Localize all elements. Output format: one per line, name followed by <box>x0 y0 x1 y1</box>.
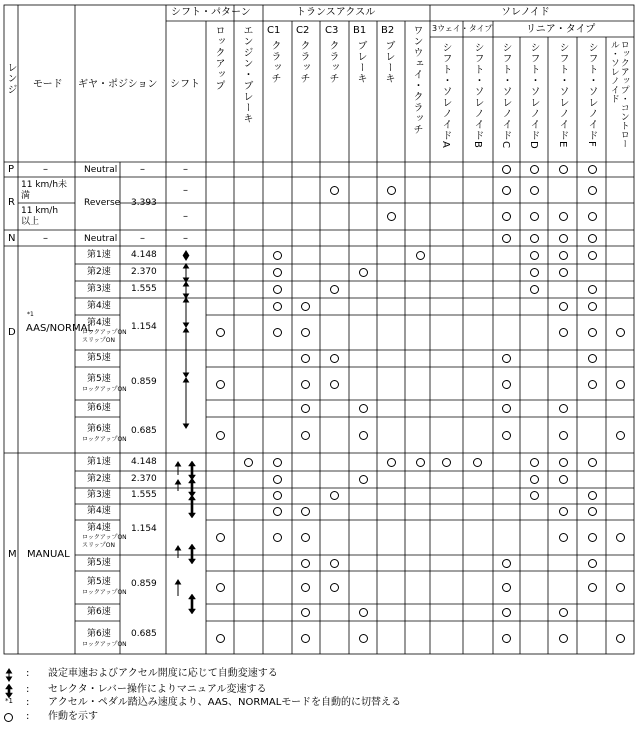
m-gear-4-on: 第4速 <box>87 523 111 533</box>
circle <box>530 234 539 243</box>
circle <box>559 608 568 617</box>
n-ratio: – <box>140 233 145 244</box>
circle <box>588 533 597 542</box>
circle <box>273 251 282 260</box>
circle <box>301 533 310 542</box>
circle <box>530 285 539 294</box>
col-b1-code: B1 <box>353 25 367 36</box>
circle <box>559 268 568 277</box>
d-mode: AAS/NORMAL <box>26 323 94 334</box>
d-ratio-5: 0.859 <box>131 377 157 387</box>
m-range: M <box>8 549 17 560</box>
n-mode: – <box>43 233 48 244</box>
col-c1: クラッチ <box>269 40 280 84</box>
m-ratio-5: 0.859 <box>131 579 157 589</box>
circle <box>502 634 511 643</box>
circle <box>588 583 597 592</box>
circle <box>559 404 568 413</box>
p-range: P <box>8 164 15 175</box>
circle <box>273 302 282 311</box>
m-gear-6-on: 第6速 <box>87 629 111 639</box>
circle <box>330 491 339 500</box>
circle <box>359 404 368 413</box>
circle <box>559 328 568 337</box>
col-c2-code: C2 <box>296 25 310 36</box>
header-shift-pattern: シフト・パターン <box>171 7 251 18</box>
circle <box>502 431 511 440</box>
d-gear-5: 第5速 <box>87 353 111 363</box>
header-transaxle: トランスアクスル <box>296 7 376 18</box>
circle <box>301 608 310 617</box>
circle <box>530 186 539 195</box>
circle <box>216 328 225 337</box>
circle <box>502 559 511 568</box>
circle <box>216 431 225 440</box>
col-sol-d: シフト・ソレノイドD <box>528 42 539 150</box>
col-b1: ブレーキ <box>355 40 366 84</box>
d-mode-note: *1 <box>27 311 34 318</box>
d-gear-6: 第6速 <box>87 403 111 413</box>
circle <box>301 404 310 413</box>
col-b2-code: B2 <box>381 25 395 36</box>
d-ratio-4: 1.154 <box>131 322 157 332</box>
col-sol-f: シフト・ソレノイドF <box>586 42 597 148</box>
m-gear-3: 第3速 <box>87 490 111 500</box>
circle <box>301 559 310 568</box>
p-gear: Neutral <box>84 165 118 175</box>
circle <box>559 431 568 440</box>
circle <box>559 475 568 484</box>
col-sol-c: シフト・ソレノイドC <box>500 42 511 149</box>
circle <box>301 354 310 363</box>
circle <box>359 634 368 643</box>
d-gear-5-on: 第5速 <box>87 374 111 384</box>
circle <box>559 507 568 516</box>
m-gear-1: 第1速 <box>87 457 111 467</box>
d-ratio-2: 2.370 <box>131 267 157 277</box>
legend-circle: 作動を示す <box>48 711 98 722</box>
circle <box>330 186 339 195</box>
circle <box>588 380 597 389</box>
circle <box>588 234 597 243</box>
header-gear-position: ギヤ・ポジション <box>78 79 158 90</box>
circle <box>588 354 597 363</box>
circle <box>359 431 368 440</box>
circle <box>359 268 368 277</box>
p-ratio: – <box>140 164 145 175</box>
m-gear-2: 第2速 <box>87 474 111 484</box>
circle <box>502 165 511 174</box>
legend-note-mark: *1 <box>5 697 13 705</box>
circle <box>387 458 396 467</box>
circle <box>616 431 625 440</box>
circle <box>301 380 310 389</box>
col-sol-b: シフト・ソレノイドB <box>472 42 483 149</box>
circle <box>559 533 568 542</box>
circle <box>588 212 597 221</box>
circle <box>416 251 425 260</box>
legend-colon-circle: : <box>26 711 30 722</box>
n-range: N <box>8 233 16 244</box>
col-c3-code: C3 <box>325 25 339 36</box>
circle <box>387 212 396 221</box>
col-engine-brake: エンジン・ブレーキ <box>241 25 252 124</box>
circle <box>301 328 310 337</box>
r-shift-high: – <box>183 211 188 222</box>
header-mode: モード <box>33 79 63 90</box>
p-mode: – <box>43 164 48 175</box>
circle <box>502 583 511 592</box>
circle <box>301 634 310 643</box>
circle <box>588 458 597 467</box>
circle <box>530 475 539 484</box>
header-3way-type: 3ウェイ・タイプ <box>432 24 493 33</box>
legend-colon-manual: : <box>26 684 30 695</box>
circle <box>559 458 568 467</box>
circle <box>273 475 282 484</box>
col-c2: クラッチ <box>298 40 309 84</box>
d-gear-1: 第1速 <box>87 250 111 260</box>
header-shift: シフト <box>170 79 200 90</box>
col-c1-code: C1 <box>267 25 281 36</box>
circle <box>442 458 451 467</box>
circle <box>416 458 425 467</box>
d-gear-4-on: 第4速 <box>87 318 111 328</box>
circle <box>330 380 339 389</box>
circle <box>616 533 625 542</box>
header-linear-type: リニア・タイプ <box>526 24 596 35</box>
circle <box>502 354 511 363</box>
legend-circle-icon <box>4 713 13 722</box>
circle <box>216 533 225 542</box>
circle <box>530 268 539 277</box>
col-one-way-clutch: ワンウェイ・クラッチ <box>411 25 422 135</box>
m-gear-6: 第6速 <box>87 607 111 617</box>
circle <box>273 491 282 500</box>
d-gear-6-lockup: ロックアップON <box>82 436 127 443</box>
circle <box>559 634 568 643</box>
m-gear-4-slip: スリップON <box>82 542 115 549</box>
m-gear-4-lockup: ロックアップON <box>82 534 127 541</box>
circle <box>502 234 511 243</box>
circle <box>588 186 597 195</box>
circle <box>273 458 282 467</box>
m-gear-5: 第5速 <box>87 558 111 568</box>
circle <box>330 285 339 294</box>
m-ratio-3: 1.555 <box>131 490 157 500</box>
circle <box>502 380 511 389</box>
header-range: レンジ <box>5 62 16 95</box>
m-ratio-1: 4.148 <box>131 457 157 467</box>
col-b2: ブレーキ <box>383 40 394 84</box>
d-ratio-6: 0.685 <box>131 426 157 436</box>
circle <box>588 559 597 568</box>
r-range: R <box>8 197 15 208</box>
circle <box>530 165 539 174</box>
m-ratio-6: 0.685 <box>131 629 157 639</box>
circle <box>530 458 539 467</box>
circle <box>616 328 625 337</box>
circle <box>588 302 597 311</box>
circle <box>273 533 282 542</box>
r-gear: Reverse <box>84 198 121 208</box>
m-gear-5-lockup: ロックアップON <box>82 589 127 596</box>
d-gear-6-on: 第6速 <box>87 424 111 434</box>
circle <box>559 251 568 260</box>
d-gear-5-lockup: ロックアップON <box>82 386 127 393</box>
circle <box>559 302 568 311</box>
circle <box>216 583 225 592</box>
circle <box>588 491 597 500</box>
r-speed-high: 11 km/h以上 <box>21 206 59 227</box>
d-ratio-1: 4.148 <box>131 250 157 260</box>
p-shift: – <box>183 164 188 175</box>
circle <box>616 583 625 592</box>
circle <box>273 328 282 337</box>
legend-colon-auto: : <box>26 668 30 679</box>
r-ratio: 3.393 <box>131 198 157 208</box>
d-range: D <box>8 327 16 338</box>
circle <box>244 458 253 467</box>
circle <box>301 431 310 440</box>
circle <box>559 234 568 243</box>
circle <box>588 251 597 260</box>
circle <box>216 380 225 389</box>
circle <box>559 212 568 221</box>
col-lockup: ロックアップ <box>213 25 224 91</box>
circle <box>330 354 339 363</box>
circle <box>502 404 511 413</box>
circle <box>301 302 310 311</box>
circle <box>530 491 539 500</box>
circle <box>216 634 225 643</box>
circle <box>502 608 511 617</box>
d-gear-3: 第3速 <box>87 284 111 294</box>
circle <box>387 186 396 195</box>
legend-colon-note: : <box>26 697 30 708</box>
d-gear-4-lockup: ロックアップON <box>82 329 127 336</box>
circle <box>273 507 282 516</box>
legend-manual: セレクタ・レバー操作によりマニュアル変速する <box>48 684 267 695</box>
n-gear: Neutral <box>84 234 118 244</box>
col-lockup-control: ロックアップ・コントロール・ソレノイド <box>608 40 629 148</box>
circle <box>330 583 339 592</box>
circle <box>359 608 368 617</box>
m-mode: MANUAL <box>27 549 70 560</box>
circle <box>301 583 310 592</box>
r-shift-low: – <box>183 185 188 196</box>
circle <box>301 507 310 516</box>
circle <box>359 475 368 484</box>
legend-auto: 設定車速およびアクセル開度に応じて自動変速する <box>48 668 278 679</box>
circle <box>588 507 597 516</box>
header-solenoid: ソレノイド <box>501 7 550 18</box>
m-ratio-2: 2.370 <box>131 474 157 484</box>
col-sol-e: シフト・ソレノイドE <box>557 42 568 149</box>
d-gear-2: 第2速 <box>87 267 111 277</box>
m-gear-5-on: 第5速 <box>87 577 111 587</box>
col-sol-a: シフト・ソレノイドA <box>440 42 451 149</box>
circle <box>273 285 282 294</box>
circle <box>502 186 511 195</box>
circle <box>530 251 539 260</box>
circle <box>588 328 597 337</box>
m-ratio-4: 1.154 <box>131 524 157 534</box>
circle <box>330 559 339 568</box>
r-speed-low: 11 km/h未満 <box>21 180 68 201</box>
circle <box>588 165 597 174</box>
circle <box>273 268 282 277</box>
circle <box>473 458 482 467</box>
d-gear-4-slip: スリップON <box>82 337 115 344</box>
n-shift: – <box>183 233 188 244</box>
legend-note: アクセル・ペダル踏込み速度より、AAS、NORMALモードを自動的に切替える <box>48 697 401 708</box>
circle <box>588 285 597 294</box>
d-gear-4: 第4速 <box>87 301 111 311</box>
m-gear-6-lockup: ロックアップON <box>82 641 127 648</box>
col-c3: クラッチ <box>327 40 338 84</box>
circle <box>502 212 511 221</box>
circle <box>559 165 568 174</box>
m-gear-4: 第4速 <box>87 506 111 516</box>
d-ratio-3: 1.555 <box>131 284 157 294</box>
circle <box>616 380 625 389</box>
circle <box>530 212 539 221</box>
circle <box>616 634 625 643</box>
